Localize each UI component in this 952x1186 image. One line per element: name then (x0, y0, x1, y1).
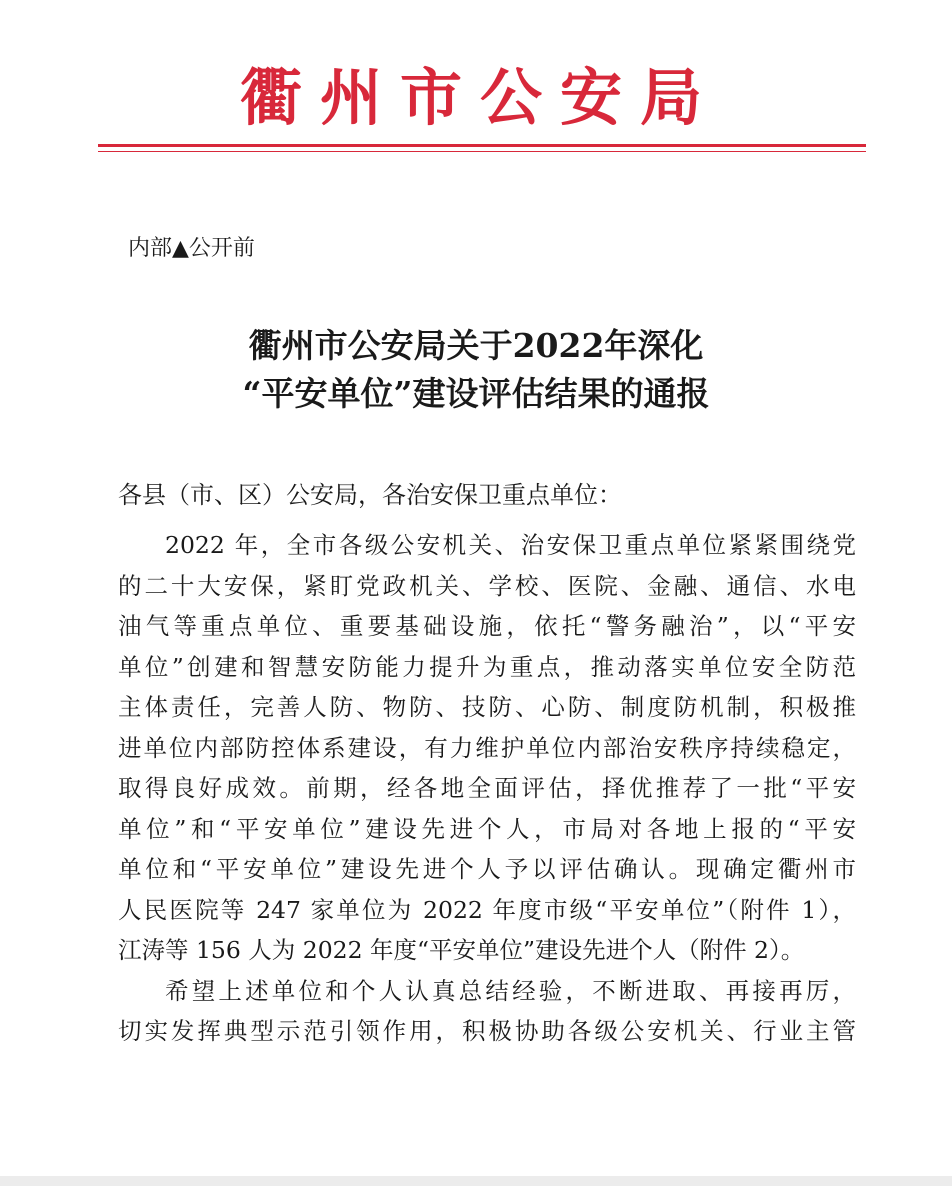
title-line-2: “平安单位”建设评估结果的通报 (242, 374, 710, 413)
page-bottom-edge (0, 1176, 952, 1186)
title-line-1: 衢州市公安局关于2022年深化 (248, 326, 704, 365)
body-text (118, 525, 856, 1052)
body-line: 单位和“平安单位”建设先进个人予以评估确认。现确定衢州市 (118, 855, 856, 883)
body-line: 取得良好成效。前期，经各地全面评估，择优推荐了一批“平安 (118, 774, 856, 802)
body-line: 主体责任，完善人防、物防、技防、心防、制度防机制，积极推 (118, 693, 856, 721)
salutation: 各县（市、区）公安局，各治安保卫重点单位： (118, 481, 622, 509)
classification-mark: 内部▲公开前 (128, 236, 255, 261)
body-line: 2022 年，全市各级公安机关、治安保卫重点单位紧紧围绕党 (165, 531, 856, 559)
body-line: 单位”创建和智慧安防能力提升为重点，推动落实单位安全防范 (118, 652, 856, 681)
body-line: 江涛等 156 人为 2022 年度“平安单位”建设先进个人（附件 2）。 (118, 936, 805, 964)
body-line: 进单位内部防控体系建设，有力维护单位内部治安秩序持续稳定， (118, 733, 856, 762)
masthead-rule-thin (98, 151, 866, 152)
body-line: 希望上述单位和个人认真总结经验，不断进取、再接再厉， (165, 976, 856, 1005)
document-title (100, 322, 852, 418)
masthead-rule-thick (98, 144, 866, 147)
body-line: 的二十大安保，紧盯党政机关、学校、医院、金融、通信、水电 (118, 571, 856, 600)
masthead-agency-name: 衢州市公安局 (240, 61, 721, 134)
body-line: 切实发挥典型示范引领作用，积极协助各级公安机关、行业主管 (118, 1017, 856, 1045)
body-line: 人民医院等 247 家单位为 2022 年度市级“平安单位”（附件 1）， (118, 895, 856, 924)
body-line: 油气等重点单位、重要基础设施，依托“警务融治”，以“平安 (118, 612, 856, 640)
body-line: 单位”和“平安单位”建设先进个人，市局对各地上报的“平安 (118, 814, 856, 843)
